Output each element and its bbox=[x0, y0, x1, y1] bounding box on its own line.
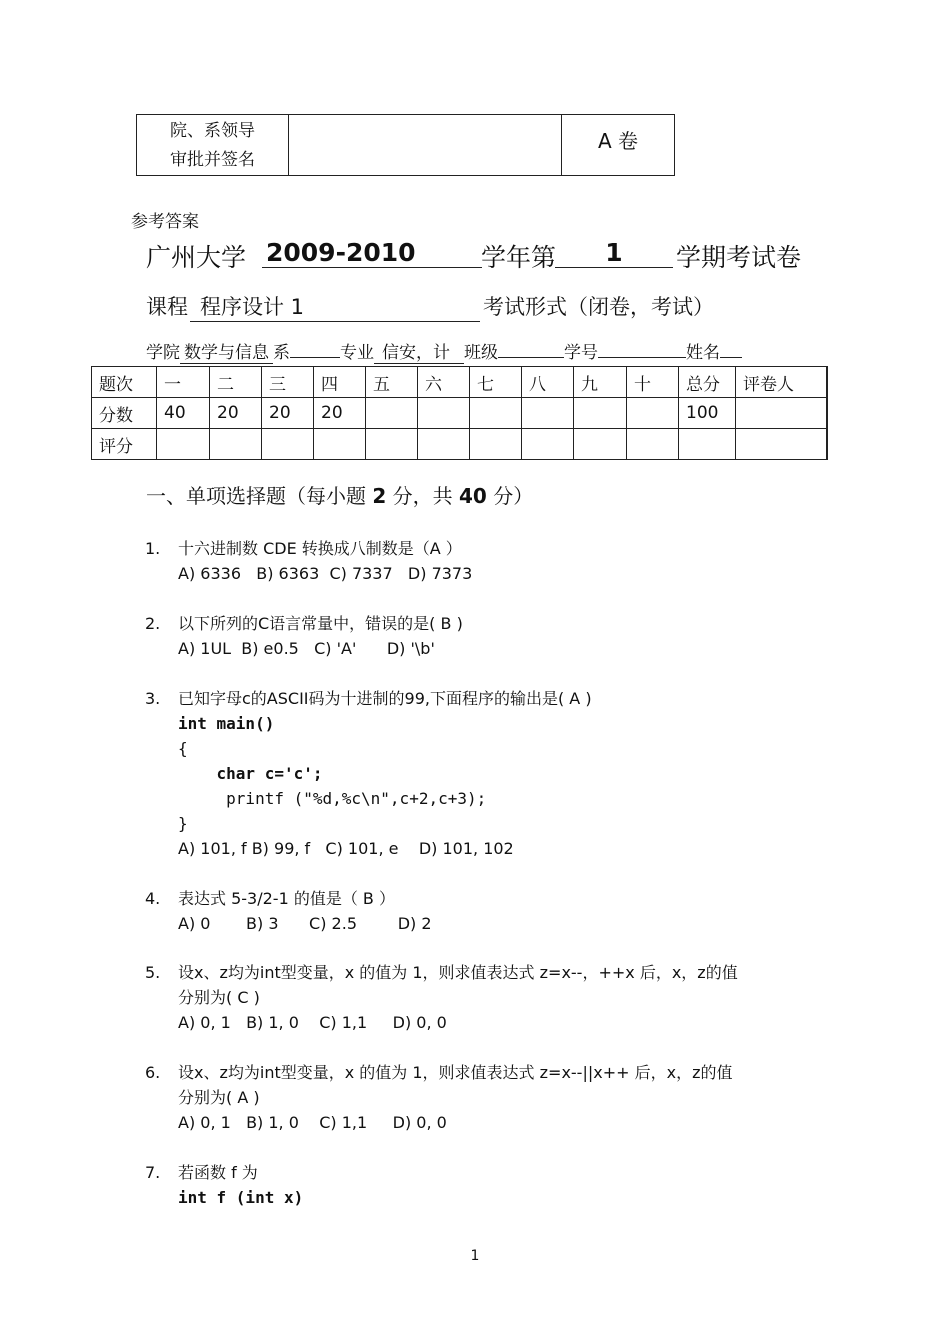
question-line: 设x、z均为int型变量，x 的值为 1，则求值表达式 z=x--，++x 后，x，z的值 bbox=[178, 963, 738, 982]
dept-label: 系 bbox=[273, 343, 290, 363]
question-number: 3. bbox=[145, 689, 161, 708]
name-label: 姓名 bbox=[686, 343, 720, 363]
points-cell: 分数 bbox=[92, 398, 157, 429]
grade-cell bbox=[262, 429, 314, 460]
question-line: 十六进制数 CDE 转换成八制数是（A ） bbox=[178, 539, 462, 558]
points-cell bbox=[366, 398, 418, 429]
semester-field bbox=[555, 238, 673, 268]
header-cell: 三 bbox=[262, 367, 314, 398]
dept-blank bbox=[290, 357, 340, 358]
code-line: int f (int x) bbox=[178, 1188, 304, 1207]
semester: 1 bbox=[555, 238, 673, 268]
grade-cell bbox=[574, 429, 627, 460]
question-options: A) 6336 B) 6363 C) 7337 D) 7373 bbox=[178, 564, 473, 583]
grade-cell bbox=[157, 429, 210, 460]
question-number: 6. bbox=[145, 1063, 161, 1082]
reference-answer-label: 参考答案 bbox=[131, 212, 199, 232]
score-table-header-row bbox=[92, 367, 827, 398]
paper-type: A 卷 bbox=[597, 129, 639, 153]
code-line: int main() bbox=[178, 714, 275, 733]
points-cell: 40 bbox=[157, 398, 210, 429]
score-table-grade-row bbox=[92, 429, 827, 460]
question-options: A) 0 B) 3 C) 2.5 D) 2 bbox=[178, 914, 432, 933]
points-cell bbox=[574, 398, 627, 429]
grade-cell bbox=[736, 429, 827, 460]
grade-cell bbox=[679, 429, 736, 460]
section-points-each: 2 bbox=[372, 484, 387, 508]
college-value: 数学与信息 bbox=[180, 338, 273, 364]
section-mid: 分，共 bbox=[392, 484, 453, 508]
approval-label bbox=[137, 115, 289, 175]
score-table bbox=[91, 366, 828, 460]
section-suffix: 分） bbox=[493, 484, 534, 508]
score-table-points-row bbox=[92, 398, 827, 429]
header-cell: 题次 bbox=[92, 367, 157, 398]
question-options: A) 0, 1 B) 1, 0 C) 1,1 D) 0, 0 bbox=[178, 1013, 447, 1032]
points-cell bbox=[470, 398, 522, 429]
grade-cell bbox=[210, 429, 262, 460]
question-5 bbox=[145, 960, 738, 1035]
question-line: 分别为( A ) bbox=[178, 1088, 260, 1107]
points-cell bbox=[418, 398, 470, 429]
points-cell: 20 bbox=[314, 398, 366, 429]
grade-cell bbox=[366, 429, 418, 460]
course-label: 课程 bbox=[146, 295, 188, 319]
question-4 bbox=[145, 886, 432, 936]
year-suffix: 学年第 bbox=[481, 243, 557, 272]
id-label: 学号 bbox=[564, 343, 598, 363]
course-name: 程序设计 1 bbox=[190, 291, 480, 322]
code-line: char c='c'; bbox=[178, 764, 323, 783]
header-cell: 总分 bbox=[679, 367, 736, 398]
points-cell: 20 bbox=[262, 398, 314, 429]
question-6 bbox=[145, 1060, 732, 1135]
question-line: 以下所列的C语言常量中，错误的是( B ) bbox=[178, 614, 463, 633]
question-options: A) 0, 1 B) 1, 0 C) 1,1 D) 0, 0 bbox=[178, 1113, 447, 1132]
question-line: 若函数 f 为 bbox=[178, 1163, 258, 1182]
approval-label-line1: 院、系领导 bbox=[170, 121, 255, 141]
question-number: 5. bbox=[145, 963, 161, 982]
grade-cell bbox=[470, 429, 522, 460]
header-cell: 五 bbox=[366, 367, 418, 398]
header-cell: 八 bbox=[522, 367, 574, 398]
header-cell: 评卷人 bbox=[736, 367, 827, 398]
code-line: printf ("%d,%c\n",c+2,c+3); bbox=[178, 789, 487, 808]
question-3 bbox=[145, 686, 592, 861]
code-line: } bbox=[178, 814, 188, 833]
question-1 bbox=[145, 536, 472, 586]
major-label: 专业 bbox=[340, 343, 374, 363]
points-cell: 20 bbox=[210, 398, 262, 429]
course-name-field bbox=[190, 291, 480, 322]
header-cell: 一 bbox=[157, 367, 210, 398]
header-cell: 十 bbox=[627, 367, 679, 398]
points-cell bbox=[522, 398, 574, 429]
question-number: 7. bbox=[145, 1163, 161, 1182]
question-number: 4. bbox=[145, 889, 161, 908]
approval-box bbox=[136, 114, 675, 176]
section-prefix: 一、单项选择题（每小题 bbox=[146, 484, 366, 508]
approval-label-line2: 审批并签名 bbox=[170, 150, 255, 170]
approval-signature-cell bbox=[289, 115, 562, 175]
grade-cell bbox=[418, 429, 470, 460]
header-cell: 二 bbox=[210, 367, 262, 398]
university-name: 广州大学 bbox=[146, 243, 247, 272]
grade-cell bbox=[314, 429, 366, 460]
academic-year: 2009-2010 bbox=[262, 238, 482, 268]
question-options: A) 1UL B) e0.5 C) 'A' D) '\b' bbox=[178, 639, 435, 658]
grade-cell: 评分 bbox=[92, 429, 157, 460]
major-value: 信安，计 bbox=[374, 338, 464, 364]
name-blank bbox=[720, 357, 742, 358]
header-cell: 七 bbox=[470, 367, 522, 398]
semester-suffix: 学期考试卷 bbox=[676, 243, 802, 272]
points-cell bbox=[627, 398, 679, 429]
class-label: 班级 bbox=[464, 343, 498, 363]
page-number: 1 bbox=[470, 1248, 480, 1264]
exam-form: 考试形式（闭卷，考试） bbox=[483, 295, 714, 319]
question-number: 2. bbox=[145, 614, 161, 633]
header-cell: 四 bbox=[314, 367, 366, 398]
info-line bbox=[146, 338, 742, 364]
code-line: { bbox=[178, 739, 188, 758]
college-label: 学院 bbox=[146, 343, 180, 363]
question-7 bbox=[145, 1160, 303, 1210]
points-cell: 100 bbox=[679, 398, 736, 429]
header-cell: 九 bbox=[574, 367, 627, 398]
question-line: 已知字母c的ASCII码为十进制的99,下面程序的输出是( A ) bbox=[178, 689, 592, 708]
academic-year-field bbox=[262, 238, 482, 268]
header-cell: 六 bbox=[418, 367, 470, 398]
section-total: 40 bbox=[459, 484, 487, 508]
question-line: 表达式 5-3/2-1 的值是（ B ） bbox=[178, 889, 395, 908]
question-line: 设x、z均为int型变量，x 的值为 1，则求值表达式 z=x--||x++ 后，x，z的值 bbox=[178, 1063, 733, 1082]
class-blank bbox=[498, 357, 564, 358]
question-line: 分别为( C ) bbox=[178, 988, 260, 1007]
section-heading bbox=[146, 480, 533, 509]
question-2 bbox=[145, 611, 463, 661]
points-cell bbox=[736, 398, 827, 429]
question-number: 1. bbox=[145, 539, 161, 558]
grade-cell bbox=[627, 429, 679, 460]
id-blank bbox=[598, 357, 686, 358]
question-options: A) 101, f B) 99, f C) 101, e D) 101, 102 bbox=[178, 839, 514, 858]
grade-cell bbox=[522, 429, 574, 460]
